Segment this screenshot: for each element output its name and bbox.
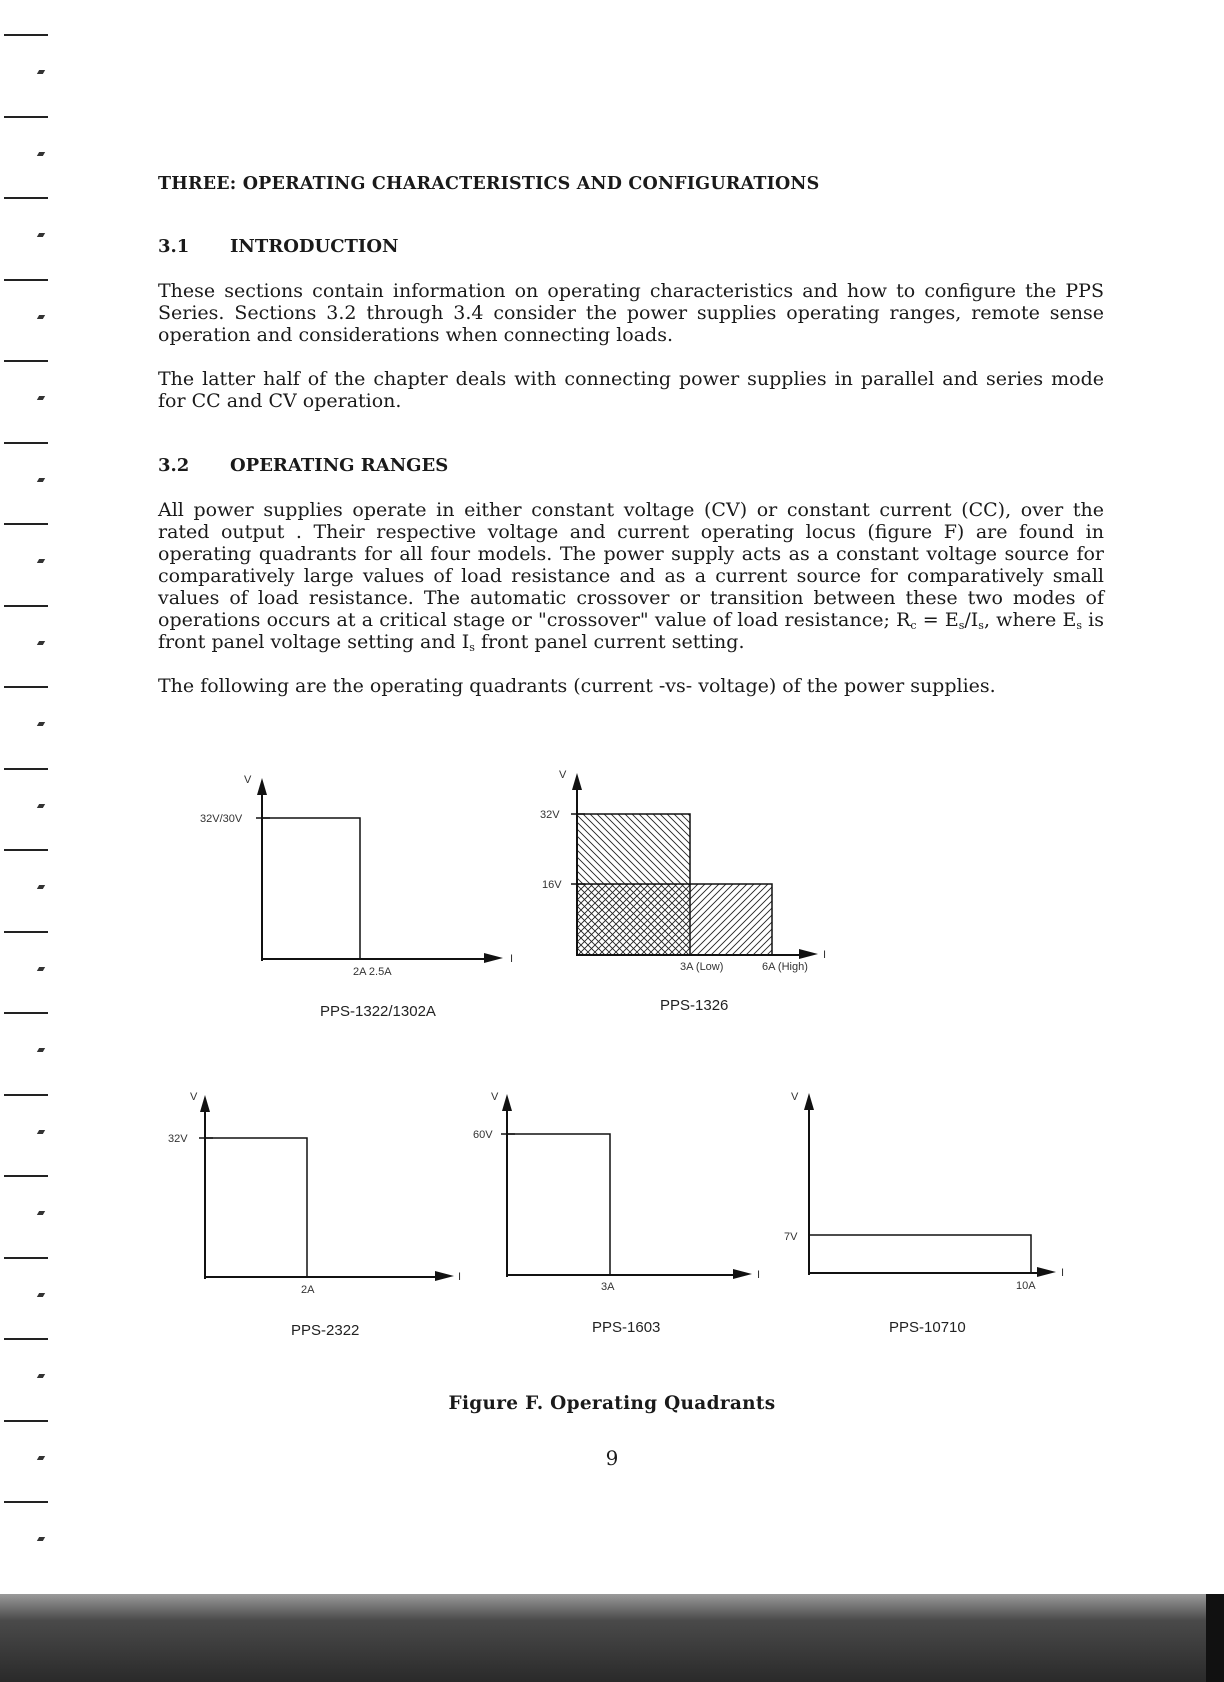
graph-pps-10710	[784, 1091, 1064, 1336]
i-axis-arrow	[1037, 1267, 1056, 1277]
ranges-paragraph-2: The following are the operating quadrants (current -vs- voltage) of the power supplies.	[158, 675, 996, 697]
graph-caption: PPS-1326	[660, 997, 729, 1014]
section-number: 3.1	[158, 236, 190, 257]
v-tick-label-32v: 32V	[540, 809, 560, 821]
i-axis-arrow	[799, 949, 818, 959]
para-text: is front panel voltage setting and I	[158, 609, 1104, 653]
para-text: front panel current setting.	[474, 631, 745, 653]
i-axis-label: I	[823, 949, 827, 961]
para-text: All power supplies operate in either constant voltage (CV) or constant current (CC), over the rated output . Their respective voltage and current operating locus (figure F) are found in operating quadrants for all four models. The power supply acts as a constant voltage source for comparatively large values of load resistance and as a current source for comparatively small values of load resistance. The automatic crossover or transition between these two modes of operations occurs at a critical stage or "crossover" value of load resistance; R	[158, 499, 1104, 631]
i-tick-label-low: 3A (Low)	[680, 961, 724, 973]
graph-pps-1322	[200, 774, 513, 1020]
i-axis-arrow	[435, 1271, 454, 1281]
subscript: s	[1076, 619, 1082, 632]
v-axis-label: V	[491, 1091, 499, 1103]
scan-edge-shadow	[0, 1594, 1224, 1682]
graph-pps-2322	[168, 1091, 461, 1339]
i-axis-label: I	[458, 1271, 462, 1283]
operating-boundary	[507, 1134, 610, 1275]
margin-mark-tick	[37, 1537, 45, 1541]
i-axis-label: I	[757, 1269, 761, 1281]
para-text: = E	[916, 609, 959, 631]
subscript: s	[958, 619, 965, 632]
v-axis-arrow	[572, 773, 582, 790]
graph-pps-1326	[540, 769, 826, 1014]
para-text: , where E	[983, 609, 1077, 631]
subscript: s	[978, 619, 984, 632]
graph-caption: PPS-1322/1302A	[320, 1003, 436, 1020]
page-number: 9	[605, 1446, 619, 1470]
graph-caption: PPS-1603	[592, 1319, 661, 1336]
v-tick-label: 32V	[168, 1133, 188, 1145]
chapter-title: THREE: OPERATING CHARACTERISTICS AND CONFIGURATIONS	[158, 174, 820, 194]
section-title: OPERATING RANGES	[230, 455, 449, 476]
section-number: 3.2	[158, 455, 190, 476]
v-tick-label-16v: 16V	[542, 879, 562, 891]
v-axis-label: V	[791, 1091, 799, 1103]
para-text: /I	[964, 609, 979, 631]
v-axis-arrow	[804, 1093, 814, 1110]
intro-paragraph-2: The latter half of the chapter deals with connecting power supplies in parallel and series mode for CC and CV operation.	[158, 368, 1104, 412]
v-axis-label: V	[244, 774, 252, 786]
i-axis-arrow	[484, 953, 503, 963]
v-axis-arrow	[502, 1094, 512, 1111]
section-title: INTRODUCTION	[230, 236, 399, 257]
margin-mark-line	[4, 1420, 48, 1422]
v-axis-arrow	[200, 1095, 210, 1112]
operating-boundary	[262, 818, 360, 959]
margin-mark-line	[4, 1501, 48, 1503]
figure-caption: Figure F. Operating Quadrants	[448, 1393, 776, 1414]
i-tick-label: 3A	[601, 1281, 615, 1293]
v-axis-label: V	[190, 1091, 198, 1103]
graph-caption: PPS-2322	[291, 1322, 360, 1339]
i-axis-label: I	[1061, 1267, 1065, 1279]
v-tick-label: 60V	[473, 1129, 493, 1141]
intro-paragraph-1: These sections contain information on operating characteristics and how to configure the PPS Series. Sections 3.2 through 3.4 consider the power supplies operating ranges, remote sense operation and considerations when connecting loads.	[158, 280, 1104, 346]
subscript: s	[469, 641, 475, 654]
graph-caption: PPS-10710	[889, 1319, 966, 1336]
subscript: c	[910, 619, 917, 632]
i-tick-label-high: 6A (High)	[762, 961, 808, 973]
i-axis-label: I	[510, 953, 514, 965]
operating-boundary	[809, 1235, 1031, 1273]
graph-pps-1603	[473, 1091, 760, 1336]
v-tick-label: 32V/30V	[200, 813, 243, 825]
i-axis-arrow	[733, 1269, 752, 1279]
i-tick-label: 2A 2.5A	[353, 966, 392, 978]
i-tick-label: 2A	[301, 1284, 315, 1296]
high-range-region	[577, 884, 772, 956]
v-axis-arrow	[257, 778, 267, 795]
v-axis-label: V	[559, 769, 567, 781]
operating-boundary	[205, 1138, 307, 1277]
v-tick-label: 7V	[784, 1231, 798, 1243]
i-tick-label: 10A	[1016, 1280, 1036, 1292]
